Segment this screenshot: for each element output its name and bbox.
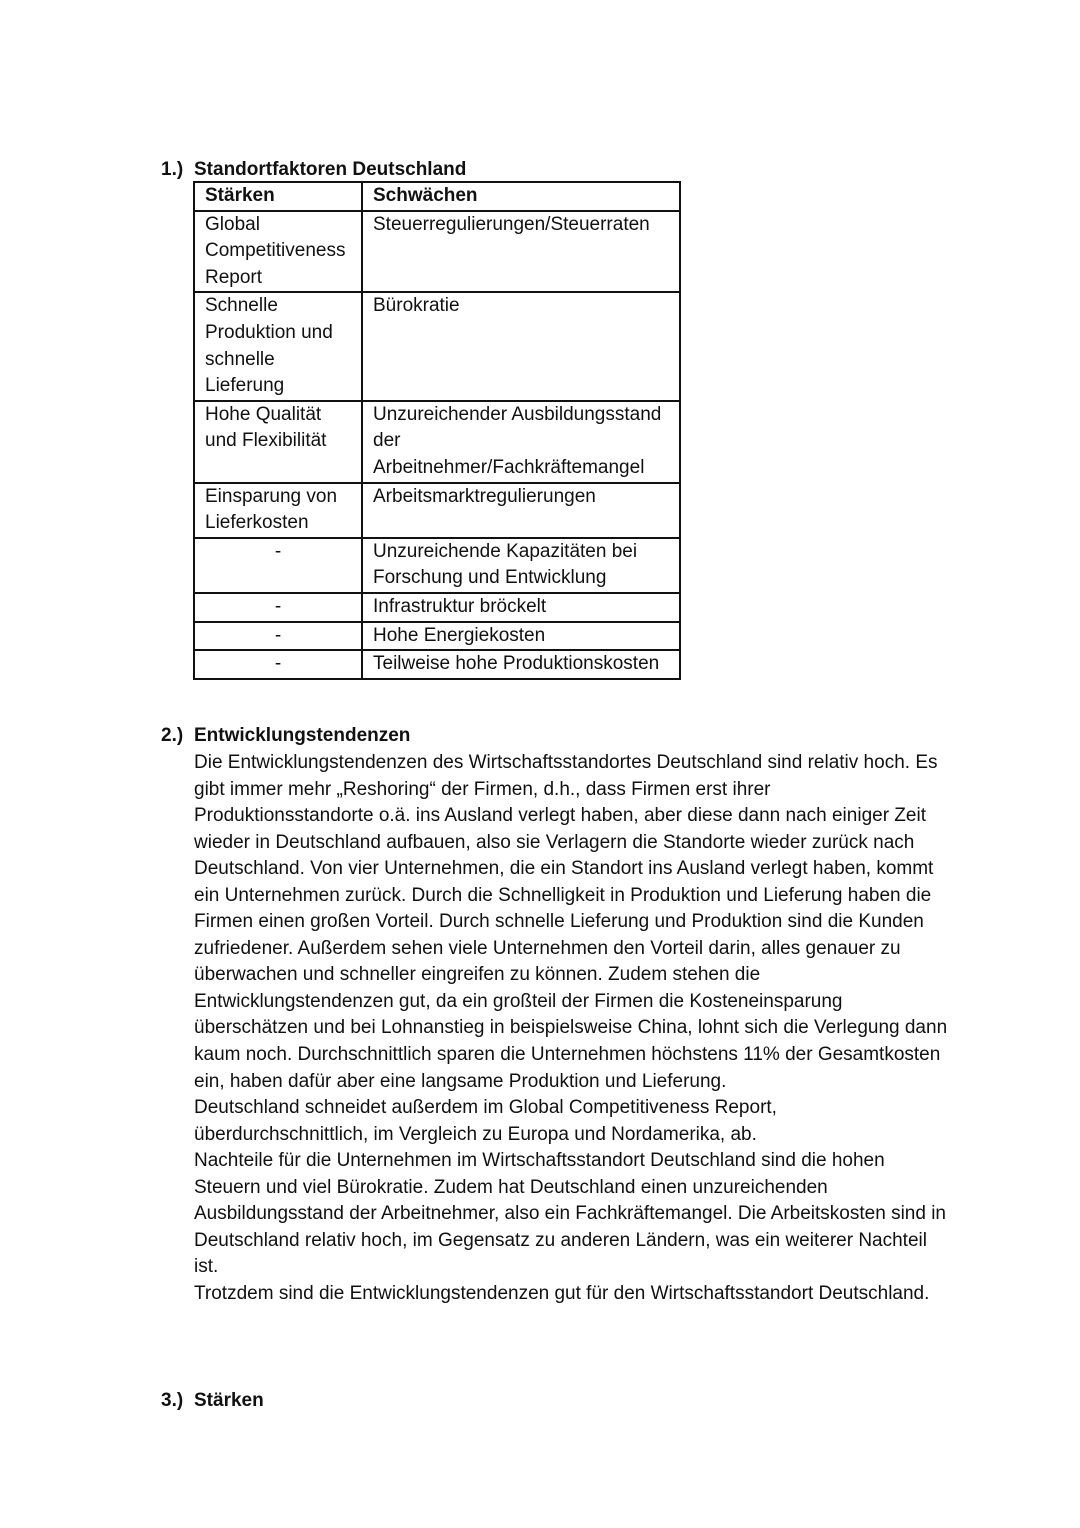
table-row <box>194 401 680 483</box>
weakness-cell: Hohe Energiekosten <box>362 622 680 651</box>
body-paragraph: Nachteile für die Unternehmen im Wirtschaftsstandort Deutschland sind die hohen Steuern und viel Bürokratie. Zudem hat Deutschland einen unzureichenden Ausbildungsstand der Arbeitnehmer, also ein Fachkräftemangel. Die Arbeitskosten sind in Deutschland relativ hoch, im Gegensatz zu anderen Ländern, was ein weiterer Nachteil ist. <box>194 1150 946 1278</box>
body-paragraph: Trotzdem sind die Entwicklungstendenzen gut für den Wirtschaftsstandort Deutschland. <box>194 1282 930 1304</box>
weakness-cell: Unzureichender Ausbildungsstand der Arbeitnehmer/Fachkräftemangel <box>362 401 680 483</box>
table-row <box>194 538 680 593</box>
weakness-cell: Teilweise hohe Produktionskosten <box>362 650 680 679</box>
table-row <box>194 483 680 538</box>
strength-cell: Hohe Qualität und Flexibilität <box>194 401 362 483</box>
section-heading-2 <box>161 723 410 749</box>
section-title: Stärken <box>194 1390 264 1411</box>
section-title: Standortfaktoren Deutschland <box>194 159 467 180</box>
section-2-body <box>194 750 954 1307</box>
table-header-row <box>194 182 680 211</box>
strength-cell: Global Competitiveness Report <box>194 211 362 293</box>
weakness-cell: Arbeitsmarktregulierungen <box>362 483 680 538</box>
section-title: Entwicklungstendenzen <box>194 725 411 746</box>
section-heading-1 <box>161 157 466 183</box>
table-row <box>194 622 680 651</box>
location-factors-table <box>193 181 681 680</box>
weakness-cell: Bürokratie <box>362 292 680 400</box>
strength-cell: - <box>194 650 362 679</box>
table-row <box>194 593 680 622</box>
weakness-cell: Infrastruktur bröckelt <box>362 593 680 622</box>
strength-cell: Einsparung von Lieferkosten <box>194 483 362 538</box>
section-heading-3 <box>161 1388 264 1414</box>
column-header-strengths: Stärken <box>194 182 362 211</box>
strength-cell: Schnelle Produktion und schnelle Lieferung <box>194 292 362 400</box>
strength-cell: - <box>194 622 362 651</box>
section-number: 2.) <box>161 725 184 746</box>
column-header-weaknesses: Schwächen <box>362 182 680 211</box>
table-row <box>194 292 680 400</box>
strength-cell: - <box>194 538 362 593</box>
body-paragraph: Die Entwicklungstendenzen des Wirtschaftsstandortes Deutschland sind relativ hoch. Es gibt immer mehr „Reshoring“ der Firmen, d.h., dass Firmen erst ihrer Produktionsstandorte o.ä. ins Ausland verlegt haben, aber diese dann nach einiger Zeit wieder in Deutschland aufbauen, also sie Verlagern die Standorte wieder zurück nach Deutschland. Von vier Unternehmen, die ein Standort ins Ausland verlegt haben, kommt ein Unternehmen zurück. Durch die Schnelligkeit in Produktion und Lieferung haben die Firmen einen großen Vorteil. Durch schnelle Lieferung und Produktion sind die Kunden zufriedener. Außerdem sehen viele Unternehmen den Vorteil darin, alles genauer zu überwachen und schneller eingreifen zu können. Zudem stehen die Entwicklungstendenzen gut, da ein großteil der Firmen die Kosteneinsparung überschätzen und bei Lohnanstieg in beispielsweise China, lohnt sich die Verlegung dann kaum noch. Durchschnittlich sparen die Unternehmen höchstens 11% der Gesamtkosten ein, haben dafür aber eine langsame Produktion und Lieferung. <box>194 752 948 1092</box>
weakness-cell: Steuerregulierungen/Steuerraten <box>362 211 680 293</box>
body-paragraph: Deutschland schneidet außerdem im Global Competitiveness Report, überdurchschnittlich, im Vergleich zu Europa und Nordamerika, ab. <box>194 1097 777 1145</box>
section-number: 1.) <box>161 159 184 180</box>
table-row <box>194 650 680 679</box>
section-number: 3.) <box>161 1390 184 1411</box>
strength-cell: - <box>194 593 362 622</box>
weakness-cell: Unzureichende Kapazitäten bei Forschung und Entwicklung <box>362 538 680 593</box>
table-row <box>194 211 680 293</box>
